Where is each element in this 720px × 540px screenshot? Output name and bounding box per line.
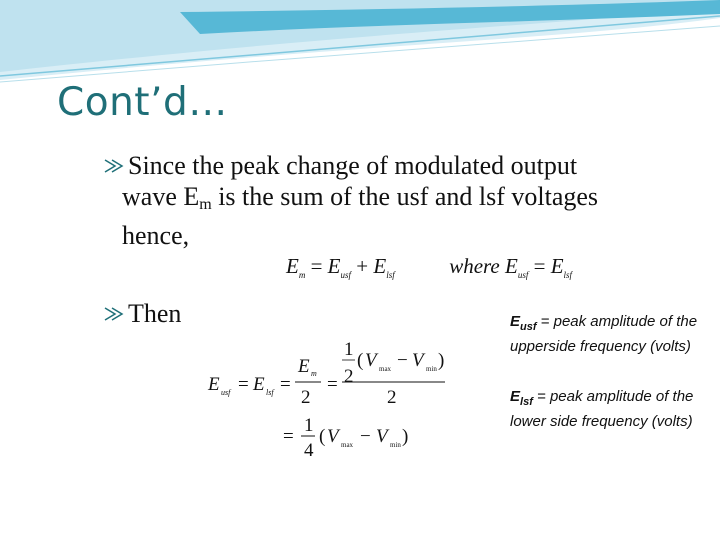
svg-text:=: = [327, 374, 338, 395]
svg-text:V: V [365, 350, 377, 371]
eq-operator: + [351, 254, 374, 278]
eq-subscript: lsf [563, 270, 573, 280]
svg-text:V: V [376, 426, 388, 447]
svg-text:): ) [402, 426, 409, 447]
svg-text:usf: usf [221, 388, 231, 397]
svg-text:2: 2 [301, 387, 311, 408]
svg-text:max: max [341, 441, 354, 449]
bullet-then [128, 298, 181, 329]
svg-text:=: = [238, 374, 249, 395]
equation-em-sum: $E_m = E_{usf} + E_{lsf}$ where $E_{usf} = E_{lsf}$ [286, 254, 573, 280]
eq-subscript: lsf [386, 270, 395, 280]
svg-text:4: 4 [304, 440, 314, 460]
svg-text:2: 2 [344, 366, 354, 387]
svg-text:): ) [438, 350, 445, 371]
svg-text:−: − [360, 426, 371, 447]
eq-symbol: E [286, 254, 299, 278]
def-symbol: E [510, 388, 521, 405]
bullet-text-part: is the sum of the usf and lsf voltages [211, 182, 599, 211]
svg-text:1: 1 [304, 415, 314, 436]
svg-text:(: ( [319, 426, 326, 447]
eq-subscript: usf [517, 270, 529, 280]
bullet-arrow-icon [103, 157, 125, 175]
eq-operator: = [305, 254, 328, 278]
def-text: = peak amplitude of the upperside frequency (volts) [510, 313, 698, 355]
eq-symbol: E [327, 254, 341, 278]
eq-symbol: E [550, 254, 564, 278]
eq-subscript: m [298, 270, 306, 280]
svg-text:m: m [311, 369, 317, 378]
def-text: = peak amplitude of the lower side frequency (volts) [510, 388, 694, 430]
svg-text:V: V [412, 350, 424, 371]
bullet-text-line-3: hence, [122, 221, 190, 250]
svg-text:E: E [253, 374, 265, 395]
definition-lsf [510, 387, 710, 432]
bullet-since [122, 150, 708, 251]
svg-text:min: min [390, 441, 401, 449]
eq-where-text: where [449, 254, 500, 278]
bullet-text-line-2 [122, 181, 708, 220]
bullet-text-line-1: Since the peak change of modulated output [128, 151, 578, 180]
svg-text:E: E [208, 374, 220, 395]
header-wave-banner [0, 0, 720, 90]
slide-title: Cont’d… [57, 80, 228, 125]
svg-text:=: = [280, 374, 291, 395]
eq-symbol: E [373, 254, 387, 278]
equation-usf-lsf-formula [205, 330, 445, 460]
def-subscript: usf [520, 321, 537, 333]
definition-usf [510, 312, 710, 357]
eq-subscript: usf [340, 270, 352, 280]
def-symbol: E [510, 313, 521, 330]
svg-text:1: 1 [344, 339, 354, 360]
svg-text:V: V [327, 426, 339, 447]
svg-text:−: − [397, 350, 408, 371]
def-subscript: lsf [520, 396, 533, 408]
subscript-m: m [199, 196, 212, 213]
bullet-text: Then [128, 299, 182, 328]
svg-text:(: ( [357, 350, 364, 371]
eq-symbol: E [505, 254, 518, 278]
svg-text:=: = [283, 426, 294, 447]
bullet-arrow-icon [103, 305, 125, 323]
svg-text:E: E [298, 356, 310, 377]
svg-text:lsf: lsf [266, 388, 274, 397]
svg-text:2: 2 [387, 387, 397, 408]
bullet-text-part: wave E [122, 182, 200, 211]
svg-text:max: max [379, 365, 392, 373]
svg-text:min: min [426, 365, 437, 373]
